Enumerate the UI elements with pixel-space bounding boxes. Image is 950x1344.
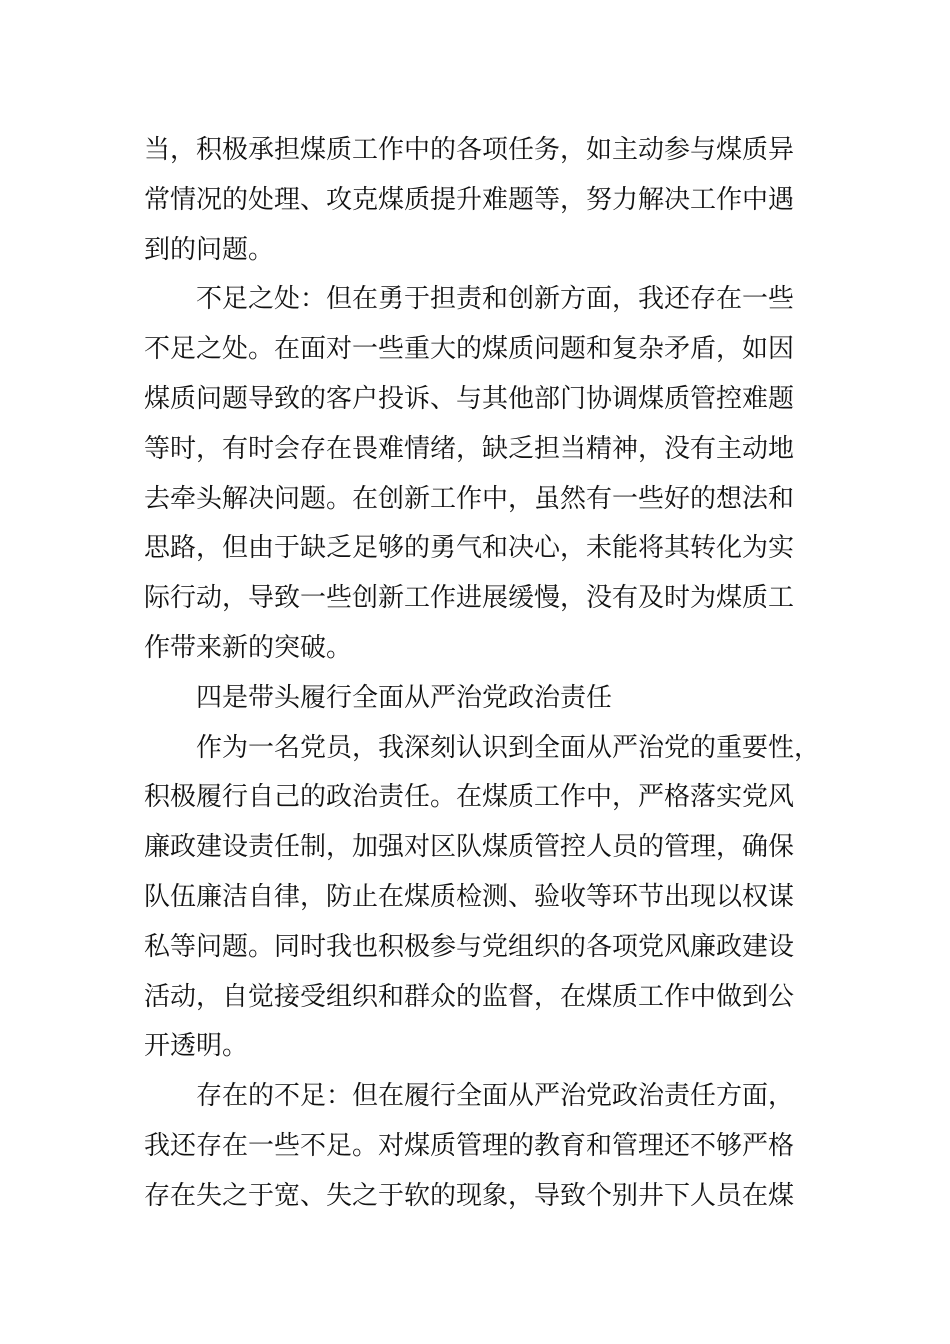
- text-line: 我还存在一些不足。对煤质管理的教育和管理还不够严格: [144, 1130, 795, 1161]
- text-line: 际行动，导致一些创新工作进展缓慢，没有及时为煤质工: [144, 583, 795, 614]
- text-line: 积极履行自己的政治责任。在煤质工作中，严格落实党风: [144, 782, 795, 813]
- text-line: 存在失之于宽、失之于软的现象，导致个别井下人员在煤: [144, 1180, 795, 1211]
- text-line: 开透明。: [144, 1031, 249, 1062]
- text-line: 私等问题。同时我也积极参与党组织的各项党风廉政建设: [144, 931, 795, 962]
- text-line: 去牵头解决问题。在创新工作中，虽然有一些好的想法和: [144, 483, 795, 514]
- text-line: 常情况的处理、攻克煤质提升难题等，努力解决工作中遇: [144, 184, 795, 215]
- text-line: 活动，自觉接受组织和群众的监督，在煤质工作中做到公: [144, 981, 795, 1012]
- text-line: 作带来新的突破。: [144, 632, 353, 663]
- text-line: 廉政建设责任制，加强对区队煤质管控人员的管理，确保: [144, 832, 795, 863]
- text-line: 不足之处。在面对一些重大的煤质问题和复杂矛盾，如因: [144, 334, 795, 365]
- text-line: 不足之处：但在勇于担责和创新方面，我还存在一些: [144, 284, 795, 315]
- text-line: 等时，有时会存在畏难情绪，缺乏担当精神，没有主动地: [144, 433, 795, 464]
- section-heading: 四是带头履行全面从严治党政治责任: [144, 682, 613, 713]
- text-line: 队伍廉洁自律，防止在煤质检测、验收等环节出现以权谋: [144, 881, 795, 912]
- text-line: 思路，但由于缺乏足够的勇气和决心，未能将其转化为实: [144, 533, 795, 564]
- text-line: 存在的不足：但在履行全面从严治党政治责任方面，: [144, 1081, 795, 1112]
- text-line: 作为一名党员，我深刻认识到全面从严治党的重要性，: [144, 732, 821, 763]
- document-body: [144, 126, 821, 1222]
- text-line: 当，积极承担煤质工作中的各项任务，如主动参与煤质异: [144, 135, 795, 165]
- text-line: 到的问题。: [144, 234, 275, 265]
- text-line: 煤质问题导致的客户投诉、与其他部门协调煤质管控难题: [144, 383, 795, 414]
